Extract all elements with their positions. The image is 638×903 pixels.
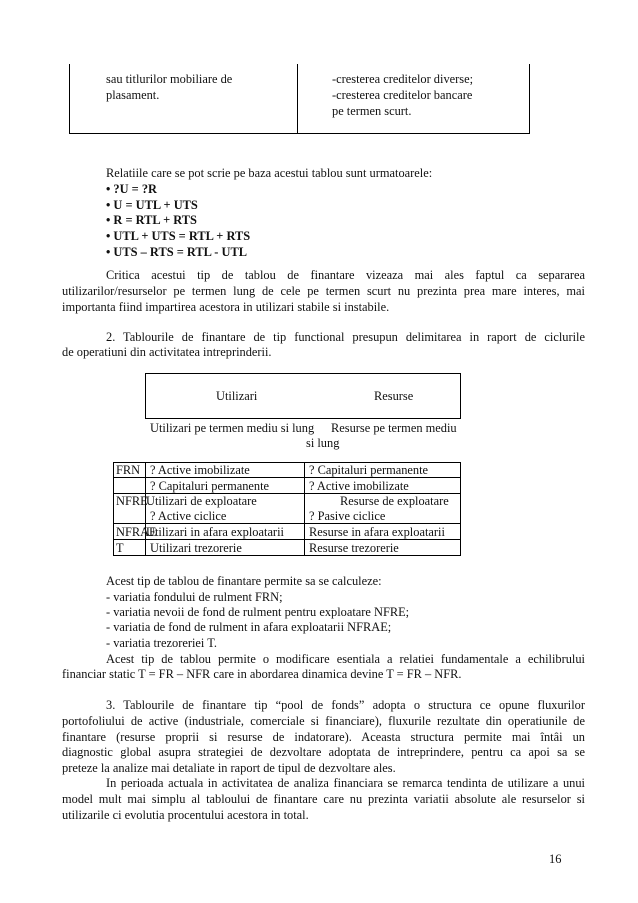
- table-cell: Utilizari trezorerie: [150, 541, 242, 555]
- paragraph-line: importanta fiind impartirea acestora in utilizari stabile si instabile.: [62, 300, 390, 314]
- table-cell: ? Pasive ciclice: [309, 509, 386, 523]
- table-header-utilizari: Utilizari: [216, 389, 258, 403]
- paragraph-line: Critica acestui tip de tablou de finantare vizeaza mai ales faptul ca separarea: [106, 268, 585, 282]
- table-row-code: NFRE: [116, 494, 148, 508]
- table-cell: Resurse in afara exploatarii: [309, 525, 445, 539]
- relation-item: • R = RTL + RTS: [106, 213, 197, 227]
- table-row-code: T: [116, 541, 124, 555]
- table-left-line: plasament.: [106, 88, 160, 102]
- table-right-line: -cresterea creditelor bancare: [332, 88, 473, 102]
- relations-intro: Relatiile care se pot scrie pe baza acestui tablou sunt urmatoarele:: [106, 166, 433, 180]
- table-subheader-right: Resurse pe termen mediu: [331, 421, 457, 435]
- paragraph-line: utilizarilor/resurselor pe termen lung de cele pe termen scurt nu prezinta prea mare interes, mai: [62, 284, 585, 298]
- table-cell: ? Active ciclice: [150, 509, 227, 523]
- table-header-resurse: Resurse: [374, 389, 414, 403]
- calc-intro: Acest tip de tablou de finantare permite sa se calculeze:: [106, 574, 382, 588]
- table-cell: Resurse trezorerie: [309, 541, 399, 555]
- paragraph-line: finantare (resurse proprii si resurse de indatorare). Aceasta structura permite mai întâi un: [62, 730, 585, 744]
- table-cell: Utilizari in afara exploatarii: [146, 525, 284, 539]
- paragraph-line: preteze la analize mai detaliate in raport de tipul de dezvoltare ales.: [62, 761, 396, 775]
- paragraph-line: financiar static T = FR – NFR care in abordarea dinamica devine T = FR – NFR.: [62, 667, 462, 681]
- calc-item: - variatia de fond de rulment in afara exploatarii NFRAE;: [106, 620, 392, 634]
- table-cell: Utilizari de exploatare: [146, 494, 257, 508]
- paragraph-line: de operatiuni din activitatea intreprinderii.: [62, 345, 272, 359]
- calc-item: - variatia fondului de rulment FRN;: [106, 590, 283, 604]
- relation-item: • UTL + UTS = RTL + RTS: [106, 229, 251, 243]
- table-subheader-right: si lung: [306, 436, 340, 450]
- table-cell: Resurse de exploatare: [340, 494, 449, 508]
- paragraph-line: portofoliului de active (industriale, comerciale si financiare), fluxurile rezultate din operatiunile de: [62, 714, 585, 728]
- page-number: 16: [549, 852, 562, 866]
- table-right-line: -cresterea creditelor diverse;: [332, 72, 474, 86]
- table-row-code: FRN: [116, 463, 141, 477]
- table-cell: ? Capitaluri permanente: [309, 463, 429, 477]
- relation-item: • UTS – RTS = RTL - UTL: [106, 245, 248, 259]
- relation-item: • ?U = ?R: [106, 182, 157, 196]
- table-row-code: NFRAE: [116, 525, 157, 539]
- calc-item: - variatia trezoreriei T.: [106, 636, 217, 650]
- table-subheader-left: Utilizari pe termen mediu si lung: [150, 421, 315, 435]
- relation-item: • U = UTL + UTS: [106, 198, 198, 212]
- table-column-divider: [297, 64, 298, 133]
- paragraph-line: diagnostic global asupra strategiei de dezvoltare adoptata de intreprindere, pentru ca apoi sa se: [62, 745, 585, 759]
- paragraph-line: 3. Tablourile de finantare tip “pool de fonds” adopta o structura ce opune fluxurilor: [106, 698, 585, 712]
- table-left-line: sau titlurilor mobiliare de: [106, 72, 233, 86]
- calc-item: - variatia nevoii de fond de rulment pentru exploatare NFRE;: [106, 605, 410, 619]
- table-cell: ? Active imobilizate: [150, 463, 250, 477]
- paragraph-line: model mult mai simplu al tabloului de finantare care nu prezinta variatii absolute ale resurselor si: [62, 792, 585, 806]
- table-cell: ? Active imobilizate: [309, 479, 409, 493]
- paragraph-line: utilizarile ci evolutia procentului acestora in total.: [62, 808, 309, 822]
- table-right-line: pe termen scurt.: [332, 104, 412, 118]
- paragraph-line: 2. Tablourile de finantare de tip functional presupun delimitarea in raport de ciclurile: [106, 330, 585, 344]
- paragraph-line: Acest tip de tablou permite o modificare esentiala a relatiei fundamentale a echilibrului: [106, 652, 585, 666]
- table-cell: ? Capitaluri permanente: [150, 479, 270, 493]
- paragraph-line: In perioada actuala in activitatea de analiza financiara se remarca tendinta de utilizare a unui: [106, 776, 585, 790]
